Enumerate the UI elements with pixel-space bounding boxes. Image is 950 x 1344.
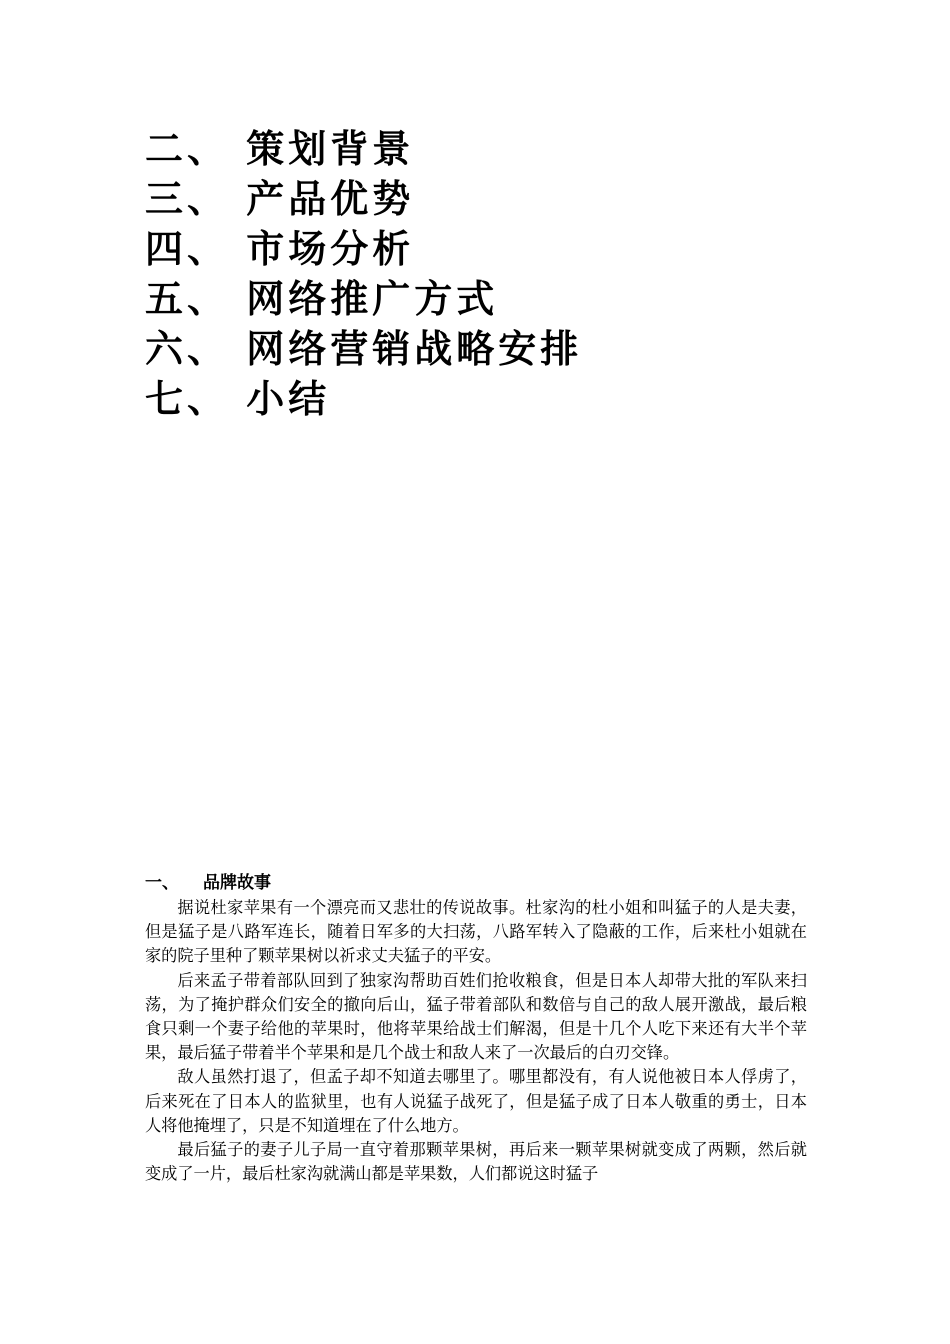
story-paragraph: 据说杜家苹果有一个漂亮而又悲壮的传说故事。杜家沟的杜小姐和叫猛子的人是夫妻，但是猛子是八路军连长，随着日军多的大扫荡，八路军转入了隐蔽的工作，后来杜小姐就在家的院子里种了颗苹果树以祈求丈夫猛子的平安。 bbox=[145, 898, 807, 966]
story-paragraph: 敌人虽然打退了，但孟子却不知道去哪里了。哪里都没有，有人说他被日本人俘虏了，后来死在了日本人的监狱里，也有人说猛子战死了，但是猛子成了日本人敬重的勇士，日本人将他掩埋了，只是不知道埋在了什么地方。 bbox=[145, 1067, 807, 1135]
toc-item-promotion-methods: 五、 网络推广方式 bbox=[145, 277, 499, 321]
story-paragraph: 最后猛子的妻子儿子局一直守着那颗苹果树，再后来一颗苹果树就变成了两颗，然后就变成了一片，最后杜家沟就满山都是苹果数，人们都说这时猛子 bbox=[145, 1140, 807, 1184]
toc-item-marketing-strategy: 六、 网络营销战略安排 bbox=[145, 327, 583, 371]
section-number: 一、 bbox=[145, 873, 179, 893]
toc-item-summary: 七、 小结 bbox=[145, 377, 331, 421]
story-paragraph: 后来孟子带着部队回到了独家沟帮助百姓们抢收粮食，但是日本人却带大批的军队来扫荡，为了掩护群众们安全的撤向后山，猛子带着部队和数倍与自己的敌人展开激战，最后粮食只剩一个妻子给他的苹果时，他将苹果给战士们解渴，但是十几个人吃下来还有大半个苹果，最后猛子带着半个苹果和是几个战士和敌人来了一次最后的白刃交锋。 bbox=[145, 970, 807, 1063]
section-title: 品牌故事 bbox=[203, 873, 271, 893]
section-heading bbox=[145, 870, 807, 896]
toc-item-background: 二、 策划背景 bbox=[145, 127, 415, 171]
table-of-contents bbox=[145, 124, 582, 424]
toc-item-market-analysis: 四、 市场分析 bbox=[145, 227, 415, 271]
brand-story-section bbox=[145, 870, 807, 1186]
toc-item-product-advantages: 三、 产品优势 bbox=[145, 177, 415, 221]
